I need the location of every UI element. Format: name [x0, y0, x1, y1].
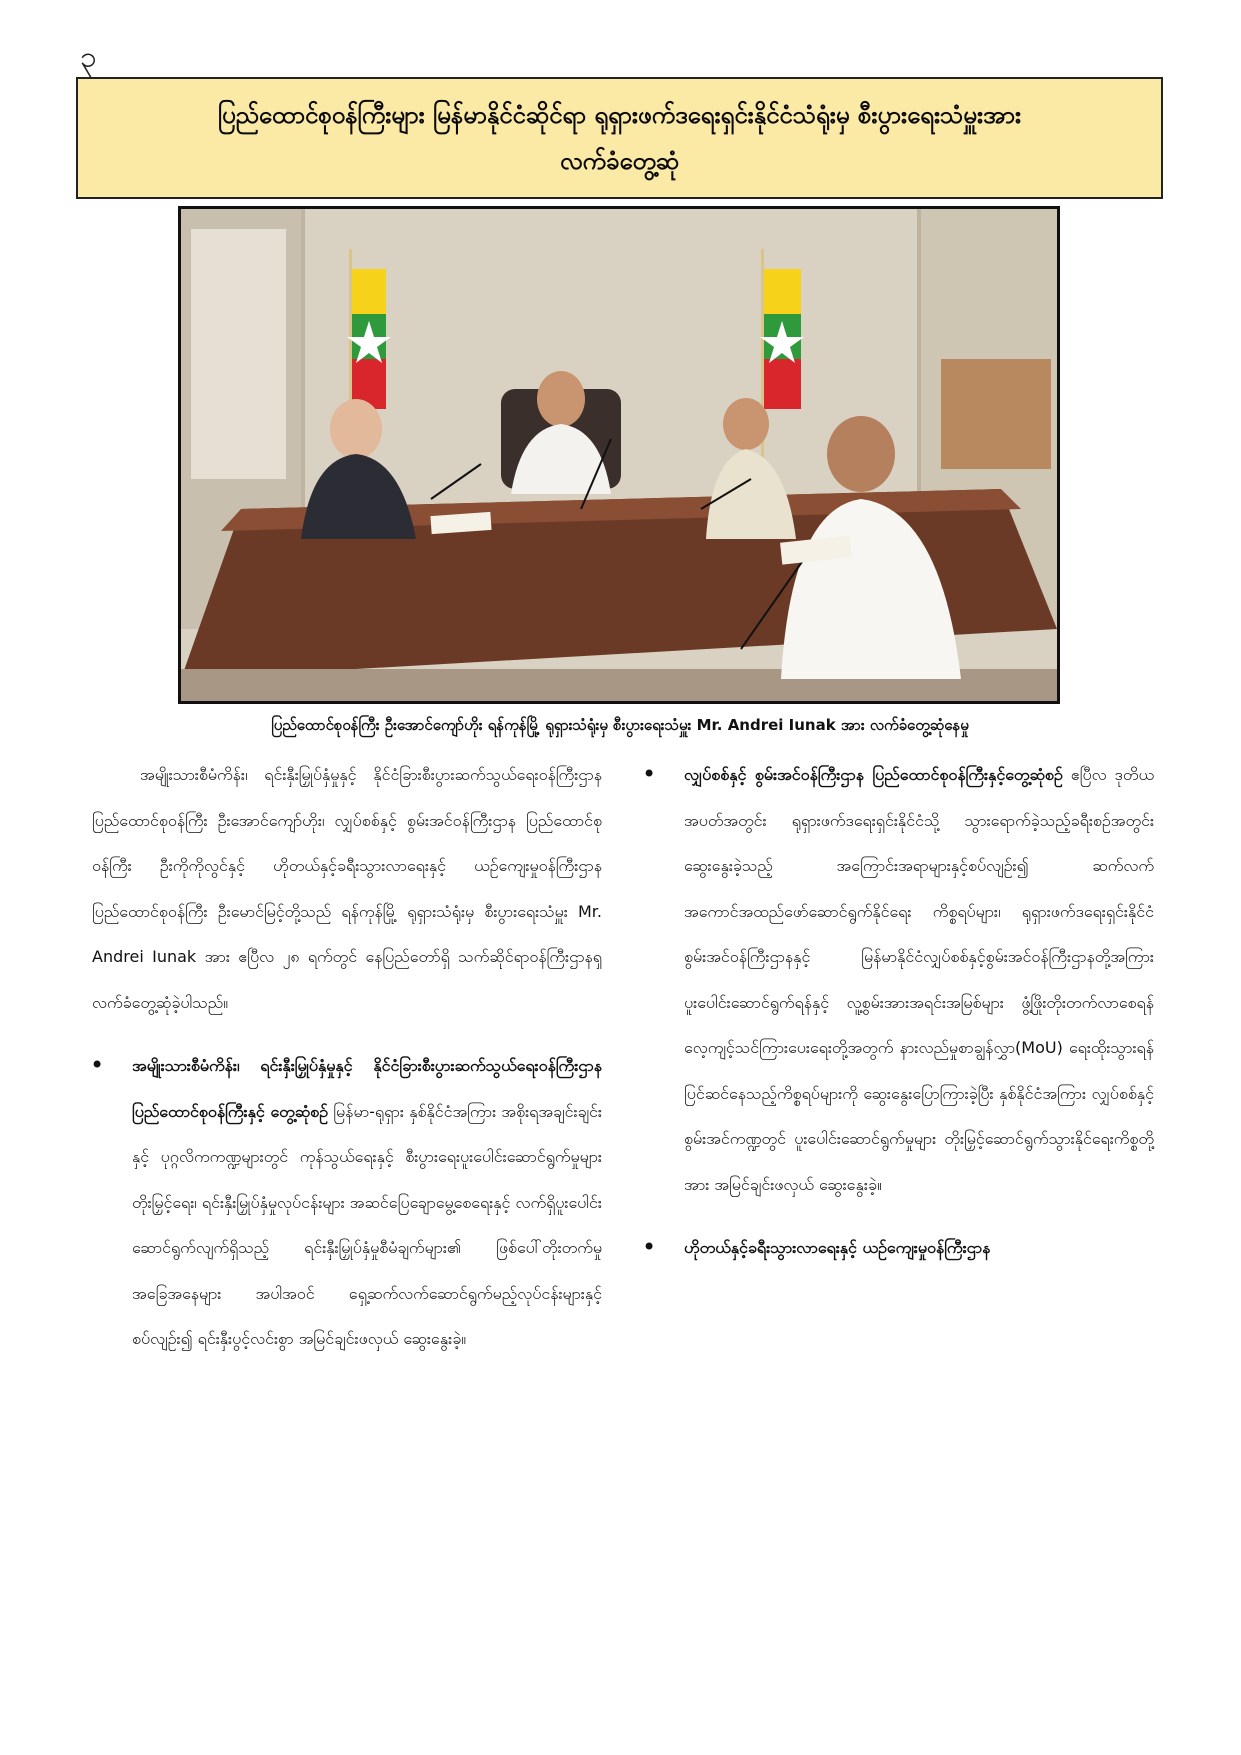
left-column — [92, 752, 602, 1362]
bullet-item-planning-ministry — [92, 1043, 602, 1362]
intro-paragraph: အမျိုးသားစီမံကိန်း၊ ရင်းနှီးမြှုပ်နှံမှုနှင့် နိုင်ငံခြားစီးပွားဆက်သွယ်ရေးဝန်ကြီးဌာန ပြည်ထောင်စုဝန်ကြီး ဦးအောင်ကျော်ဟိုး၊ လျှပ်စစ်နှင့် စွမ်းအင်ဝန်ကြီးဌာန ပြည်ထောင်စုဝန်ကြီး ဦးကိုကိုလွင်နှင့် ဟိုတယ်နှင့်ခရီးသွားလာရေးနှင့် ယဉ်ကျေးမှုဝန်ကြီးဌာန ပြည်ထောင်စုဝန်ကြီး ဦးမောင်မြင့်တို့သည် ရန်ကုန်မြို့ ရုရှားသံရုံးမှ စီးပွားရေးသံမှူး Mr. Andrei Iunak အား ဧပြီလ ၂၈ ရက်တွင် နေပြည်တော်ရှိ သက်ဆိုင်ရာဝန်ကြီးဌာနၡ လက်ခံတွေ့ဆုံခဲ့ပါသည်။ — [92, 765, 602, 1012]
page-number: ၃ — [80, 40, 97, 75]
headline-line-1: ပြည်ထောင်စုဝန်ကြီးများ မြန်မာနိုင်ငံဆိုင်ရာ ရုရှားဖက်ဒရေးရှင်းနိုင်ငံသံရုံးမှ စီးပွားရေးသံမှူးအား — [217, 101, 1022, 129]
headline-line-2: လက်ခံတွေ့ဆုံ — [559, 147, 680, 175]
bullet-heading: ဟိုတယ်နှင့်ခရီးသွားလာရေးနှင့် ယဉ်ကျေးမှုဝန်ကြီးဌာန — [684, 1238, 991, 1257]
headline-box — [76, 77, 1163, 199]
meeting-photo — [178, 206, 1060, 704]
bullet-heading: အမျိုးသားစီမံကိန်း၊ ရင်းနှီးမြှုပ်နှံမှုနှင့် နိုင်ငံခြားစီးပွားဆက်သွယ်ရေးဝန်ကြီးဌာန ပြည်ထောင်စုဝန်ကြီးနှင့် တွေ့ဆုံစဉ် — [132, 1056, 602, 1121]
bullet-body: ဧပြီလ ဒုတိယအပတ်အတွင်း ရုရှားဖက်ဒရေးရှင်းနိုင်ငံသို့ သွားရောက်ခဲ့သည့်ခရီးစဉ်အတွင်း ဆွေးနွေးခဲ့သည့် အကြောင်းအရာများနှင့်စပ်လျဉ်း၍ ဆက်လက်အကောင်အထည်ဖော်ဆောင်ရွက်နိုင်ရေး ကိစ္စရပ်များ၊ ရုရှားဖက်ဒရေးရှင်းနိုင်ငံ စွမ်းအင်ဝန်ကြီးဌာနနှင့် မြန်မာနိုင်ငံလျှပ်စစ်နှင့်စွမ်းအင်ဝန်ကြီးဌာနတို့အကြား ပူးပေါင်းဆောင်ရွက်ရန်နှင့် လူ့စွမ်းအားအရင်းအမြစ်များ ဖွံ့ဖြိုးတိုးတက်လာစေရန် လေ့ကျင့်သင်ကြားပေးရေးတို့အတွက် နားလည်မှုစာချွန်လွှာ(MoU) ရေးထိုးသွားရန် ပြင်ဆင်နေသည့်ကိစ္စရပ်များကို ဆွေးနွေးပြောကြားခဲ့ပြီး နှစ်နိုင်ငံအကြား လျှပ်စစ်နှင့်စွမ်းအင်ကဏ္ဍတွင် ပူးပေါင်းဆောင်ရွက်မှုများ တိုးမြှင့်ဆောင်ရွက်သွားနိုင်ရေးကိစ္စတို့အား အမြင်ချင်းဖလှယ် ဆွေးနွေးခဲ့။ — [684, 765, 1154, 1194]
meeting-photo-illustration — [181, 209, 1057, 701]
bullet-body: မြန်မာ-ရုရှား နှစ်နိုင်ငံအကြား အစိုးရအချင်းချင်းနှင့် ပုဂ္ဂလိကကဏ္ဍများတွင် ကုန်သွယ်ရေးနှင့် စီးပွားရေးပူးပေါင်းဆောင်ရွက်မှုများတိုးမြှင့်ရေး၊ ရင်းနှီးမြှုပ်နှံမှုလုပ်ငန်းများ အဆင်ပြေချောမွေ့စေရေးနှင့် လက်ရှိပူးပေါင်းဆောင်ရွက်လျက်ရှိသည့် ရင်းနှီးမြှုပ်နှံမှုစီမံချက်များ၏ ဖြစ်ပေါ်တိုးတက်မှုအခြေအနေများ အပါအဝင် ရှေ့ဆက်လက်ဆောင်ရွက်မည့်လုပ်ငန်းများနှင့်စပ်လျဉ်း၍ ရင်းနှီးပွင့်လင်းစွာ အမြင်ချင်းဖလှယ် ဆွေးနွေးခဲ့။ — [132, 1101, 602, 1348]
bullet-item-energy-ministry — [644, 752, 1154, 1207]
photo-caption: ပြည်ထောင်စုဝန်ကြီး ဦးအောင်ကျော်ဟိုး ရန်ကုန်မြို့ ရုရှားသံရုံးမှ စီးပွားရေးသံမှူး Mr. Andrei Iunak အား လက်ခံတွေ့ဆုံနေမှု — [271, 716, 969, 734]
right-column — [644, 752, 1154, 1271]
bullet-item-tourism-ministry — [644, 1225, 1154, 1271]
bullet-heading: လျှပ်စစ်နှင့် စွမ်းအင်ဝန်ကြီးဌာန ပြည်ထောင်စုဝန်ကြီးနှင့်တွေ့ဆုံစဉ် — [684, 765, 1063, 784]
